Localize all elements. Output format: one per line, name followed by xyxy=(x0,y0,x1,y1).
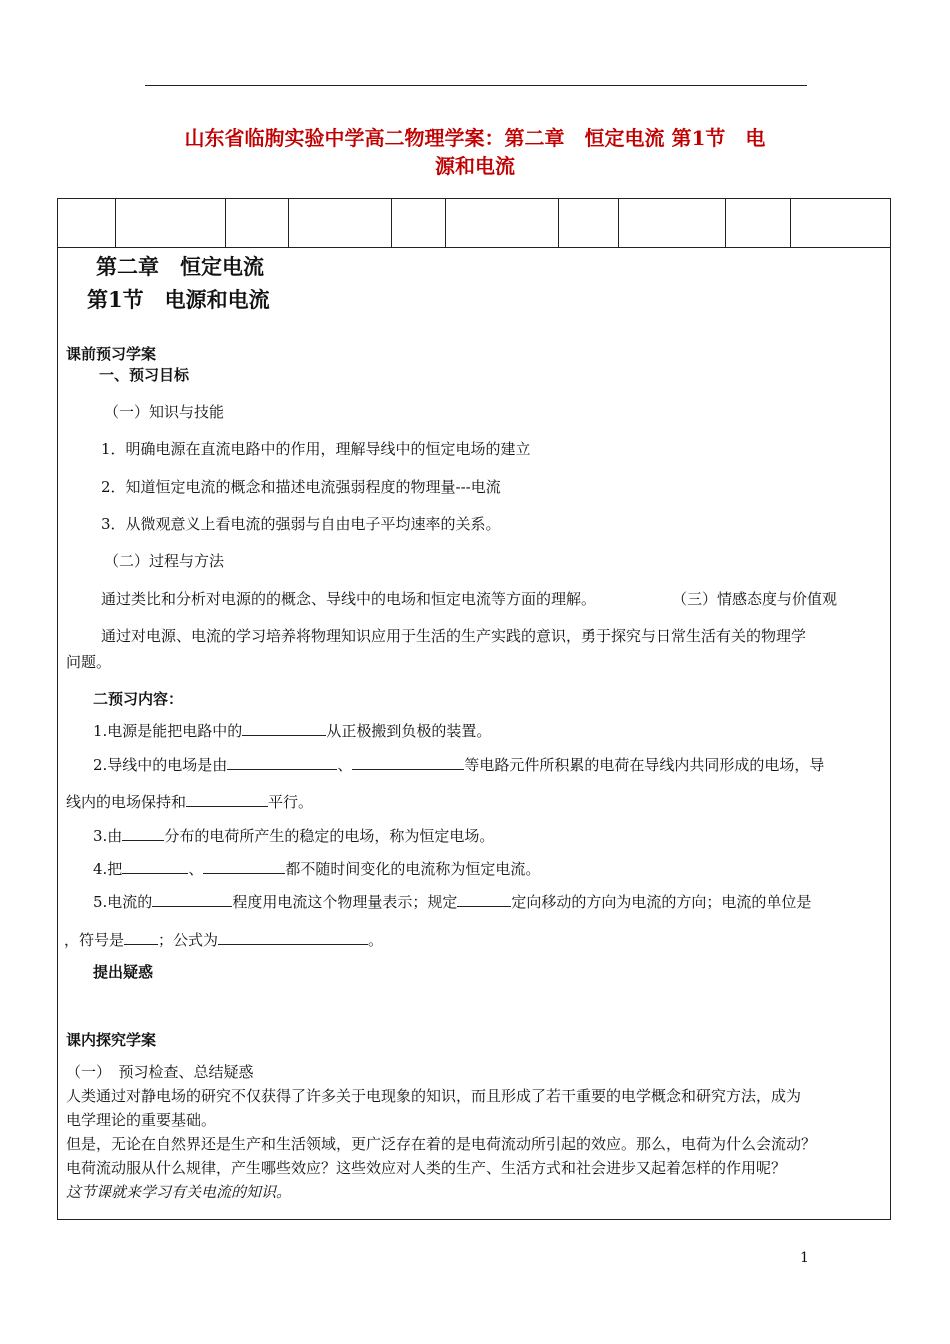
question-3-text-b: 分布的电荷所产生的稳定的电场，称为恒定电场。 xyxy=(164,827,495,845)
question-2 xyxy=(93,755,824,775)
content-title: 二预习内容： xyxy=(93,690,184,708)
header-cell xyxy=(445,199,559,247)
question-2-text-b: 、 xyxy=(337,756,353,774)
document-title xyxy=(130,124,820,180)
question-2-text-d: 线内的电场保持和 xyxy=(66,793,187,811)
goal-2: 2．知道恒定电流的概念和描述电流强弱程度的物理量---电流 xyxy=(101,478,501,496)
question-4-text-a: 4.把 xyxy=(93,860,123,878)
answer-blank[interactable] xyxy=(186,792,268,807)
inclass-p3: 这节课就来学习有关电流的知识。 xyxy=(66,1183,292,1201)
header-cell xyxy=(391,199,446,247)
goal-1: 1．明确电源在直流电路中的作用，理解导线中的恒定电场的建立 xyxy=(101,440,531,458)
emotion-text-line-2: 问题。 xyxy=(66,653,112,671)
question-5-text-d: ，符号是 xyxy=(64,931,125,949)
question-5-text-a: 5.电流的 xyxy=(93,893,153,911)
preview-label: 课前预习学案 xyxy=(66,345,157,363)
inclass-p2-line-1: 但是，无论在自然界还是生产和生活领域，更广泛存在着的是电荷流动所引起的效应。那么，电荷为什么会流动？ xyxy=(66,1135,817,1153)
question-2-cont xyxy=(66,792,313,812)
inclass-label: 课内探究学案 xyxy=(66,1031,157,1049)
inclass-p1-line-1: 人类通过对静电场的研究不仅获得了许多关于电现象的知识，而且形成了若干重要的电学概念和研究方法，成为 xyxy=(66,1087,802,1105)
answer-blank[interactable] xyxy=(152,892,232,907)
inclass-subtitle: （一） 预习检查、总结疑惑 xyxy=(66,1063,254,1081)
question-5-text-f: 。 xyxy=(368,931,384,949)
inclass-p2-line-2: 电荷流动服从什么规律，产生哪些效应？这些效应对人类的生产、生活方式和社会进步又起着怎样的作用呢？ xyxy=(66,1159,787,1177)
emotion-text-line-1: 通过对电源、电流的学习培养将物理知识应用于生活的生产实践的意识，勇于探究与日常生活有关的物理学 xyxy=(101,627,807,645)
knowledge-title: （一）知识与技能 xyxy=(104,403,225,421)
header-grid xyxy=(57,198,891,248)
header-cell xyxy=(58,199,116,247)
title-line-1: 山东省临朐实验中学高二物理学案：第二章 恒定电流 第1节 电 xyxy=(184,126,766,150)
section-heading: 第1节 电源和电流 xyxy=(87,287,270,312)
header-cell xyxy=(618,199,726,247)
answer-blank[interactable] xyxy=(218,930,368,945)
answer-blank[interactable] xyxy=(122,826,164,841)
question-2-text-a: 2.导线中的电场是由 xyxy=(93,756,228,774)
header-cell xyxy=(225,199,289,247)
answer-blank[interactable] xyxy=(227,755,337,770)
answer-blank[interactable] xyxy=(352,755,464,770)
question-4-text-b: 、 xyxy=(188,860,204,878)
header-cell xyxy=(288,199,392,247)
header-cell xyxy=(725,199,791,247)
header-cell xyxy=(558,199,619,247)
question-5-text-e: ；公式为 xyxy=(158,931,219,949)
question-5-cont xyxy=(64,930,383,950)
goals-title: 一、预习目标 xyxy=(99,366,190,384)
header-cell xyxy=(115,199,226,247)
doubts-title: 提出疑惑 xyxy=(93,963,154,981)
question-5 xyxy=(93,892,811,912)
question-1 xyxy=(93,721,491,741)
question-4 xyxy=(93,859,540,879)
question-4-text-c: 都不随时间变化的电流称为恒定电流。 xyxy=(285,860,541,878)
answer-blank[interactable] xyxy=(124,930,158,945)
question-5-text-b: 程度用电流这个物理量表示；规定 xyxy=(232,893,458,911)
emotion-title: （三）情感态度与价值观 xyxy=(672,590,838,608)
answer-blank[interactable] xyxy=(122,859,188,874)
question-3 xyxy=(93,826,494,846)
title-line-2: 源和电流 xyxy=(435,154,515,178)
question-1-text-b: 从正极搬到负极的装置。 xyxy=(326,722,492,740)
question-2-text-e: 平行。 xyxy=(268,793,314,811)
question-2-text-c: 等电路元件所积累的电荷在导线内共同形成的电场，导 xyxy=(464,756,825,774)
answer-blank[interactable] xyxy=(457,892,511,907)
answer-blank[interactable] xyxy=(242,721,326,736)
question-1-text-a: 1.电源是能把电路中的 xyxy=(93,722,243,740)
answer-blank[interactable] xyxy=(203,859,285,874)
process-text: 通过类比和分析对电源的的概念、导线中的电场和恒定电流等方面的理解。 xyxy=(101,590,597,608)
top-rule xyxy=(145,85,807,86)
question-5-text-c: 定向移动的方向为电流的方向；电流的单位是 xyxy=(511,893,812,911)
goal-3: 3．从微观意义上看电流的强弱与自由电子平均速率的关系。 xyxy=(101,515,501,533)
inclass-p1-line-2: 电学理论的重要基础。 xyxy=(66,1111,217,1129)
process-title: （二）过程与方法 xyxy=(104,552,225,570)
page-number: 1 xyxy=(800,1250,809,1266)
question-3-text-a: 3.由 xyxy=(93,827,123,845)
chapter-heading: 第二章 恒定电流 xyxy=(96,254,264,279)
